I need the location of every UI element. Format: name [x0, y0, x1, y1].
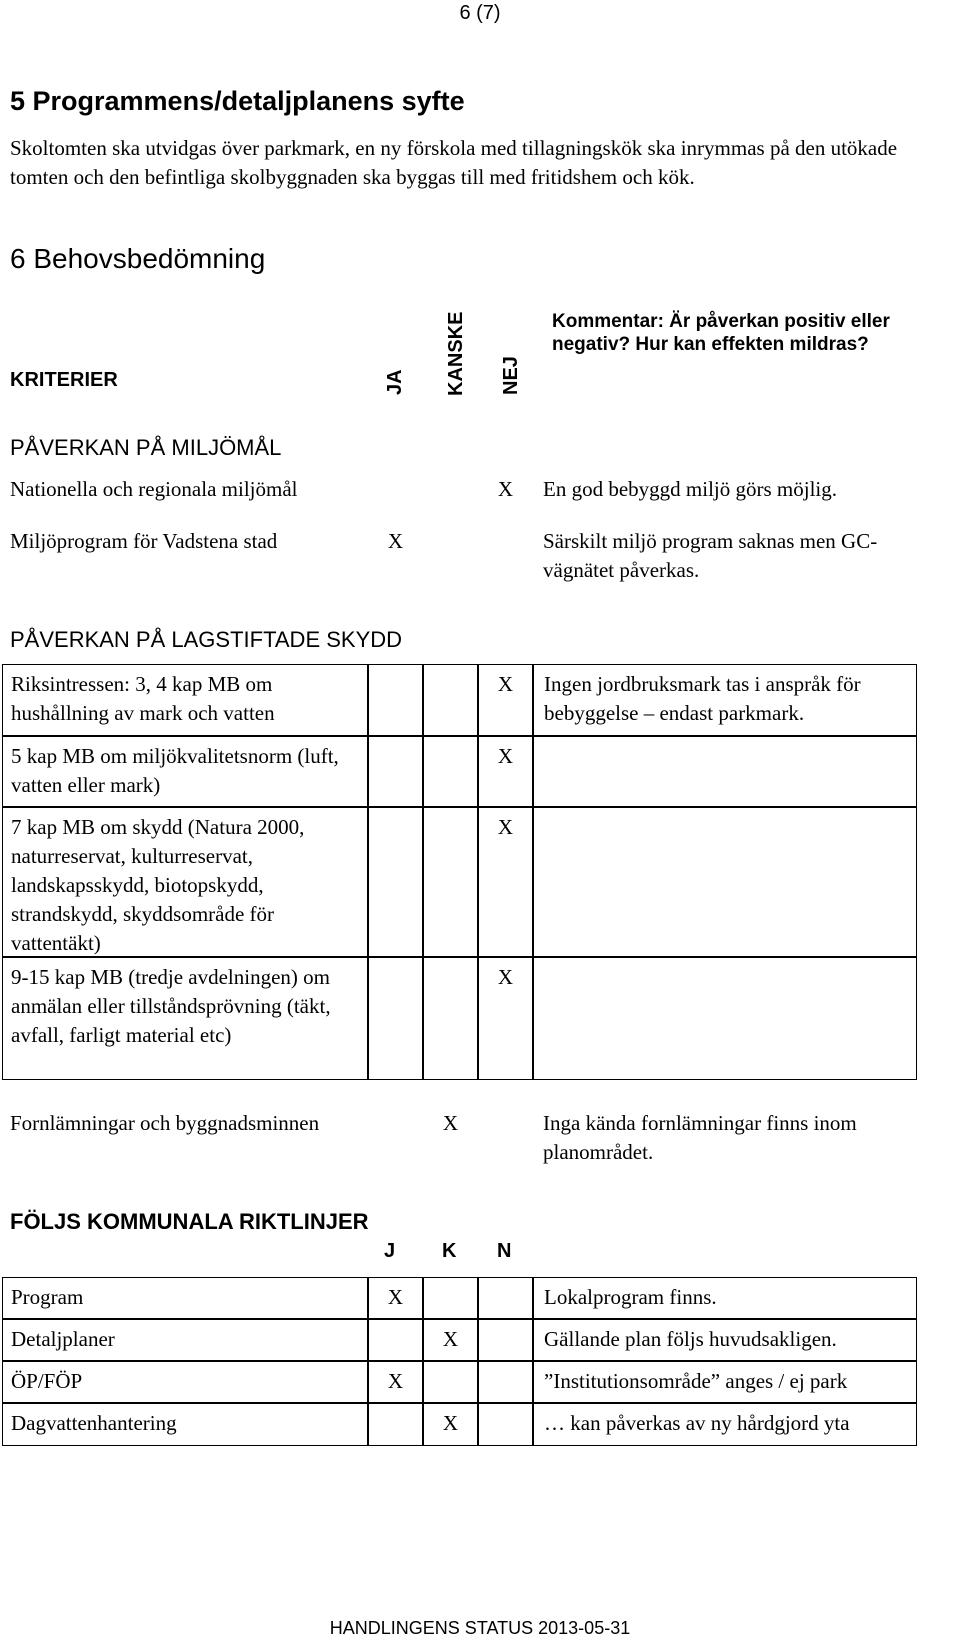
criteria-cell: Detaljplaner: [2, 1319, 368, 1361]
nej-cell: X: [497, 477, 514, 501]
table-row: [0, 807, 960, 957]
ja-cell: [368, 736, 423, 807]
ja-cell: [368, 1403, 423, 1446]
table-row: [0, 522, 960, 590]
nej-cell: [478, 1277, 533, 1319]
comment-cell: Gällande plan följs huvudsakligen.: [533, 1319, 917, 1361]
ja-cell: [368, 1319, 423, 1361]
table-row: [0, 1319, 960, 1361]
section-title-miljomal: PÅVERKAN PÅ MILJÖMÅL: [10, 435, 282, 460]
header-comment: Kommentar: Är påverkan positiv eller negativ? Hur kan effekten mildras?: [552, 311, 890, 355]
nej-cell: X: [478, 736, 533, 807]
ja-cell: [368, 664, 423, 736]
criteria-cell: Riksintressen: 3, 4 kap MB om hushållning av mark och vatten: [2, 664, 368, 736]
nej-cell: X: [478, 957, 533, 1080]
criteria-cell: ÖP/FÖP: [2, 1361, 368, 1403]
nej-cell: [478, 1361, 533, 1403]
comment-cell: … kan påverkas av ny hårdgjord yta: [533, 1403, 917, 1446]
comment-cell: ”Institutionsområde” anges / ej park: [533, 1361, 917, 1403]
kanske-cell: [423, 664, 478, 736]
comment-cell: Inga kända fornlämningar finns inom planområdet.: [543, 1111, 857, 1164]
kanske-cell: X: [423, 1403, 478, 1446]
kanske-cell: [423, 1277, 478, 1319]
nej-cell: X: [478, 807, 533, 957]
table-row: [0, 736, 960, 807]
criteria-cell: Dagvattenhantering: [2, 1403, 368, 1446]
kanske-cell: [423, 807, 478, 957]
ja-cell: X: [387, 529, 404, 553]
header-k: K: [442, 1240, 457, 1262]
header-nej: NEJ: [500, 356, 522, 395]
header-j: J: [384, 1240, 396, 1262]
kanske-cell: [423, 957, 478, 1080]
section6-heading: 6 Behovsbedömning: [10, 243, 266, 274]
section5-text: Skoltomten ska utvidgas över parkmark, en ny förskola med tillagningskök ska inrymmas på den utökade tomten och den befintliga skolbyggnaden ska byggas till med fritidshem och kök.: [10, 136, 898, 189]
table-row: [0, 1104, 960, 1176]
criteria-cell: Program: [2, 1277, 368, 1319]
section5-heading: 5 Programmens/detaljplanens syfte: [10, 86, 465, 116]
table-row: [0, 1277, 960, 1319]
table-row: [0, 957, 960, 1080]
header-kanske: KANSKE: [445, 311, 467, 396]
kanske-cell: X: [442, 1111, 459, 1135]
comment-cell: [533, 807, 917, 957]
header-ja: JA: [384, 369, 406, 395]
header-n: N: [497, 1240, 512, 1262]
nej-cell: X: [478, 664, 533, 736]
table-row: [0, 664, 960, 736]
section-title-lagstiftade: PÅVERKAN PÅ LAGSTIFTADE SKYDD: [10, 627, 403, 652]
nej-cell: [478, 1104, 533, 1176]
page-number: 6 (7): [459, 2, 501, 24]
kanske-cell: X: [423, 1319, 478, 1361]
document-status-footer: HANDLINGENS STATUS 2013-05-31: [329, 1618, 631, 1638]
table-row: [0, 470, 960, 510]
comment-cell: Särskilt miljö program saknas men GC-vägnätet påverkas.: [543, 529, 878, 582]
table-row: [0, 1361, 960, 1403]
comment-cell: Ingen jordbruksmark tas i anspråk för bebyggelse – endast parkmark.: [533, 664, 917, 736]
comment-cell: En god bebyggd miljö görs möjlig.: [543, 477, 837, 501]
ja-cell: [368, 470, 423, 510]
criteria-cell: 5 kap MB om miljökvalitetsnorm (luft, vatten eller mark): [2, 736, 368, 807]
ja-cell: X: [368, 1277, 423, 1319]
nej-cell: [478, 1319, 533, 1361]
criteria-cell: Nationella och regionala miljömål: [10, 477, 298, 501]
ja-cell: [368, 957, 423, 1080]
nej-cell: [478, 522, 533, 590]
comment-cell: [533, 957, 917, 1080]
header-criteria: KRITERIER: [10, 369, 118, 391]
criteria-cell: 9-15 kap MB (tredje avdelningen) om anmälan eller tillståndsprövning (täkt, avfall, farligt material etc): [2, 957, 368, 1080]
nej-cell: [478, 1403, 533, 1446]
table-row: [0, 1403, 960, 1446]
criteria-cell: 7 kap MB om skydd (Natura 2000, naturreservat, kulturreservat, landskapsskydd, biotopskydd, strandskydd, skyddsområde för vattentäkt): [2, 807, 368, 957]
kanske-cell: [423, 470, 478, 510]
comment-cell: Lokalprogram finns.: [533, 1277, 917, 1319]
kanske-cell: [423, 522, 478, 590]
kanske-cell: [423, 1361, 478, 1403]
ja-cell: X: [368, 1361, 423, 1403]
ja-cell: [368, 807, 423, 957]
kanske-cell: [423, 736, 478, 807]
criteria-cell: Fornlämningar och byggnadsminnen: [10, 1111, 320, 1135]
comment-cell: [533, 736, 917, 807]
ja-cell: [368, 1104, 423, 1176]
criteria-cell: Miljöprogram för Vadstena stad: [10, 529, 278, 553]
section-title-kommunala: FÖLJS KOMMUNALA RIKTLINJER: [10, 1209, 369, 1234]
